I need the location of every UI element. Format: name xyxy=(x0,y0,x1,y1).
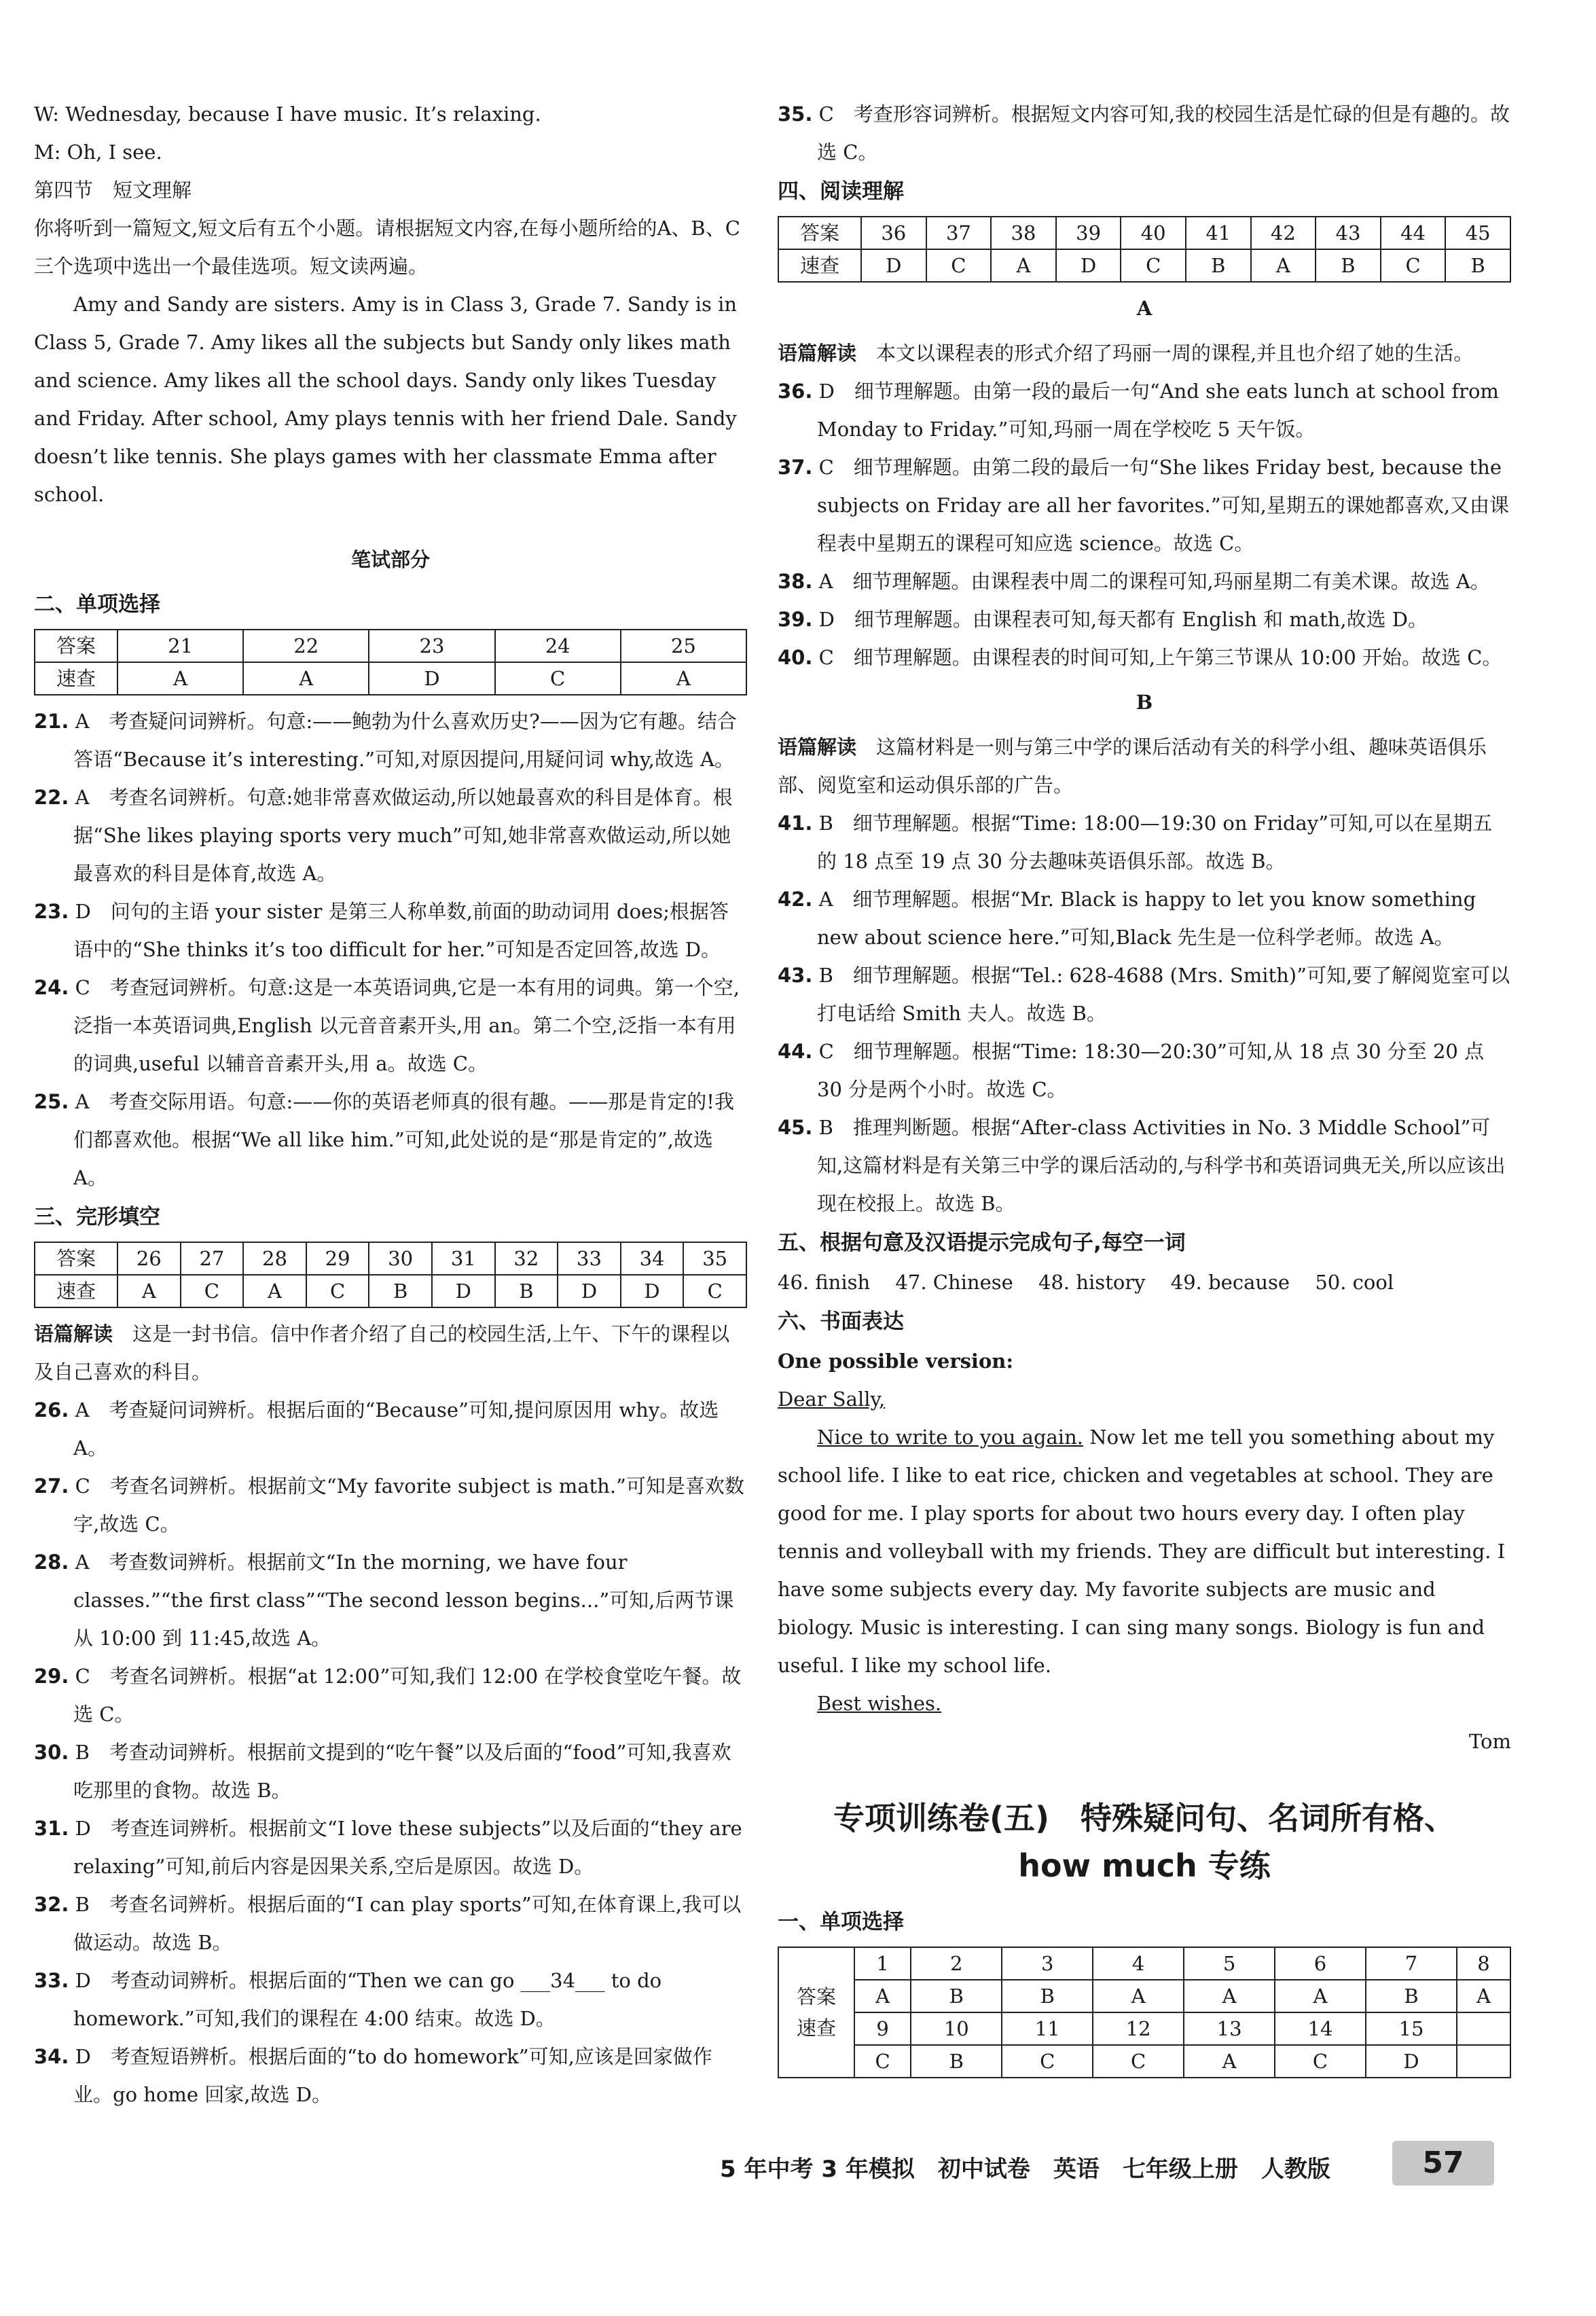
explanation-item: 36. D 细节理解题。由第一段的最后一句“And she eats lunch at school from Monday to Friday.”可知,玛丽一周在学校吃 5 天午饭。 xyxy=(778,380,1499,441)
q-num: 33 xyxy=(558,1242,621,1275)
q-answer: B xyxy=(911,1980,1002,2012)
q-answer: C xyxy=(1275,2045,1366,2078)
listening-passage: Amy and Sandy are sisters. Amy is in Class 3, Grade 7. Sandy is in Class 5, Grade 7. Amy likes all the subjects but Sandy only likes math and science. Amy likes all the school days. Sandy only likes Tuesday and Friday. After school, Amy plays tennis with her friend Dale. Sandy doesn’t like tennis. She plays games with her classmate Emma after school. xyxy=(34,293,738,506)
table-label: 答案 速查 xyxy=(778,1947,854,2078)
q-answer: A xyxy=(243,662,369,695)
q-answer: C xyxy=(495,662,621,695)
q-answer: A xyxy=(1275,1980,1366,2012)
q-num: 6 xyxy=(1275,1947,1366,1980)
essay-body: Nice to write to you again. Now let me tell you something about my school life. I like to eat rice, chicken and vegetables at school. They are good for me. I play sports for about two hours every day. I often play tennis and volleyball with my friends. They are difficult but interesting. I have some subjects every day. My favorite subjects are music and biology. Music is interesting. I can sing many songs. Biology is fun and useful. I like my school life. xyxy=(778,1426,1506,1677)
q-num: 27 xyxy=(181,1242,244,1275)
q-answer: D xyxy=(1056,249,1121,282)
table-label: 答案 xyxy=(778,217,861,249)
q-num: 45 xyxy=(1445,217,1510,249)
q-num: 5 xyxy=(1184,1947,1275,1980)
q-answer: D xyxy=(432,1275,495,1307)
explanation-item: 28. A 考查数词辨析。根据前文“In the morning, we have four classes.”“the first class”“The second lesson begins...”可知,后两节课从 10:00 到 11:45,故选 A。 xyxy=(34,1551,734,1650)
q-num: 1 xyxy=(854,1947,911,1980)
q-answer: C xyxy=(1381,249,1446,282)
table-label: 速查 xyxy=(35,662,117,695)
q-num: 42 xyxy=(1251,217,1316,249)
table-label: 答案 xyxy=(35,630,117,662)
q-answer: A xyxy=(1251,249,1316,282)
section-title: 六、书面表达 xyxy=(778,1309,904,1334)
q-num: 23 xyxy=(369,630,494,662)
explanation-item: 26. A 考查疑问词辨析。根据后面的“Because”可知,提问原因用 why。故选 A。 xyxy=(34,1398,719,1460)
q-answer: B xyxy=(1445,249,1510,282)
section-title: 三、完形填空 xyxy=(34,1205,160,1229)
q-answer: A xyxy=(854,1980,911,2012)
q-answer: A xyxy=(117,662,243,695)
q-num: 24 xyxy=(495,630,621,662)
q-num: 36 xyxy=(861,217,926,249)
q-answer: A xyxy=(1093,1980,1184,2012)
explanation-item: 22. A 考查名词辨析。句意:她非常喜欢做运动,所以她最喜欢的科目是体育。根据“She likes playing sports very much”可知,她非常喜欢做运动,所以她最喜欢的科目是体育,故选 A。 xyxy=(34,786,733,885)
q-num: 3 xyxy=(1002,1947,1093,1980)
explanation-item: 45. B 推理判断题。根据“After-class Activities in No. 3 Middle School”可知,这篇材料是有关第三中学的课后活动的,与科学书和英语词典无关,所以应该出现在校报上。故选 B。 xyxy=(778,1116,1506,1215)
q-num: 11 xyxy=(1002,2012,1093,2045)
q-answer: C xyxy=(181,1275,244,1307)
q-num: 40 xyxy=(1121,217,1186,249)
q-answer: A xyxy=(621,662,746,695)
table-label: 速查 xyxy=(35,1275,117,1307)
q-num: 2 xyxy=(911,1947,1002,1980)
blank-answer: 50. cool xyxy=(1315,1271,1394,1294)
answer-table-4 xyxy=(778,216,1511,283)
passage-label: A xyxy=(1136,297,1153,320)
q-answer: B xyxy=(495,1275,558,1307)
q-num: 29 xyxy=(306,1242,369,1275)
section-title: 二、单项选择 xyxy=(34,592,160,617)
q-answer: B xyxy=(1186,249,1251,282)
q-num: 31 xyxy=(432,1242,495,1275)
q-num: 12 xyxy=(1093,2012,1184,2045)
q-num: 8 xyxy=(1457,1947,1510,1980)
q-num: 44 xyxy=(1381,217,1446,249)
special-training-title xyxy=(778,1794,1511,1889)
explanation-item: 37. C 细节理解题。由第二段的最后一句“She likes Friday best, because the subjects on Friday are all her favorites.”可知,星期五的课她都喜欢,又由课程表中星期五的课程可知应选 science。故选 C。 xyxy=(778,456,1510,555)
explanation-item: 39. D 细节理解题。由课程表可知,每天都有 English 和 math,故选 D。 xyxy=(778,608,1428,631)
q-num: 39 xyxy=(1056,217,1121,249)
q-answer: B xyxy=(1316,249,1381,282)
written-part-title: 笔试部分 xyxy=(350,548,430,571)
page-number: 57 xyxy=(1392,2141,1494,2186)
q-num: 9 xyxy=(854,2012,911,2045)
explanation-item: 32. B 考查名词辨析。根据后面的“I can play sports”可知,在体育课上,我可以做运动。故选 B。 xyxy=(34,1893,742,1954)
essay xyxy=(778,1418,1511,1722)
explanation-item: 33. D 考查动词辨析。根据后面的“Then we can go ___34___ to do homework.”可知,我们的课程在 4:00 结束。故选 D。 xyxy=(34,1969,662,2030)
blank-answer: 47. Chinese xyxy=(895,1271,1013,1294)
explanation-item: 38. A 细节理解题。由课程表中周二的课程可知,玛丽星期二有美术课。故选 A。 xyxy=(778,570,1490,593)
answer-table-special xyxy=(778,1947,1511,2078)
table-label: 答案 xyxy=(35,1242,117,1275)
q-answer: C xyxy=(1093,2045,1184,2078)
explanation-item: 21. A 考查疑问词辨析。句意:——鲍勃为什么喜欢历史?——因为它有趣。结合答语“Because it’s interesting.”可知,对原因提问,用疑问词 why,故选 A。 xyxy=(34,710,737,771)
q-answer: D xyxy=(861,249,926,282)
q-num: 4 xyxy=(1093,1947,1184,1980)
explanation-item: 31. D 考查连词辨析。根据前文“I love these subjects”以及后面的“they are relaxing”可知,前后内容是因果关系,空后是原因。故选 D。 xyxy=(34,1817,742,1878)
q-answer: A xyxy=(1457,1980,1510,2012)
q-num xyxy=(1457,2012,1510,2045)
q-answer: C xyxy=(926,249,992,282)
page-footer xyxy=(720,2141,1508,2188)
q-answer: C xyxy=(1002,2045,1093,2078)
footer-text: 5 年中考 3 年模拟 初中试卷 英语 七年级上册 人教版 xyxy=(720,2156,1330,2183)
salutation: Dear Sally, xyxy=(778,1388,886,1411)
q-answer: A xyxy=(991,249,1056,282)
explanation-item: 27. C 考查名词辨析。根据前文“My favorite subject is math.”可知是喜欢数字,故选 C。 xyxy=(34,1474,744,1536)
title-line: how much 专练 xyxy=(1018,1847,1271,1884)
explanation-item: 25. A 考查交际用语。句意:——你的英语老师真的很有趣。——那是肯定的!我们都喜欢他。根据“We all like him.”可知,此处说的是“那是肯定的”,故选 A。 xyxy=(34,1090,734,1189)
q-answer: B xyxy=(369,1275,432,1307)
q-answer: A xyxy=(243,1275,306,1307)
dialog-line: W: Wednesday, because I have music. It’s relaxing. xyxy=(34,103,541,126)
version-label: One possible version: xyxy=(778,1350,1014,1373)
q-answer: A xyxy=(117,1275,181,1307)
title-line: 专项训练卷(五) 特殊疑问句、名词所有格、 xyxy=(833,1800,1456,1836)
q-num: 32 xyxy=(495,1242,558,1275)
q-num: 14 xyxy=(1275,2012,1366,2045)
explanation-item: 44. C 细节理解题。根据“Time: 18:30—20:30”可知,从 18 点 30 分至 20 点 30 分是两个小时。故选 C。 xyxy=(778,1040,1485,1101)
explanation-item: 42. A 细节理解题。根据“Mr. Black is happy to let you know something new about science here.”可知,Black 先生是一位科学老师。故选 A。 xyxy=(778,888,1476,949)
q-answer: D xyxy=(1366,2045,1457,2078)
explanation-item: 29. C 考查名词辨析。根据“at 12:00”可知,我们 12:00 在学校食堂吃午餐。故选 C。 xyxy=(34,1665,742,1726)
section-title: 一、单项选择 xyxy=(778,1910,904,1934)
table-label: 速查 xyxy=(778,249,861,282)
blank-answer: 46. finish xyxy=(778,1271,871,1294)
blank-answer: 48. history xyxy=(1038,1271,1146,1294)
q-num: 43 xyxy=(1316,217,1381,249)
q-answer: B xyxy=(1366,1980,1457,2012)
q-answer: A xyxy=(1184,2045,1275,2078)
explanation-item: 41. B 细节理解题。根据“Time: 18:00—19:30 on Friday”可知,可以在星期五的 18 点至 19 点 30 分去趣味英语俱乐部。故选 B。 xyxy=(778,812,1493,873)
passage-intro: 语篇解读 这是一封书信。信中作者介绍了自己的校园生活,上午、下午的课程以及自己喜欢的科目。 xyxy=(34,1322,730,1383)
explanation-item: 43. B 细节理解题。根据“Tel.: 628-4688 (Mrs. Smith)”可知,要了解阅览室可以打电话给 Smith 夫人。故选 B。 xyxy=(778,964,1510,1025)
answer-table-3 xyxy=(34,1242,747,1308)
q-num: 26 xyxy=(117,1242,181,1275)
q-answer: D xyxy=(558,1275,621,1307)
passage-intro: 语篇解读 本文以课程表的形式介绍了玛丽一周的课程,并且也介绍了她的生活。 xyxy=(778,342,1474,365)
passage-label: B xyxy=(1136,691,1153,714)
fill-blank-answers xyxy=(778,1263,1511,1301)
q-num: 30 xyxy=(369,1242,432,1275)
q-num: 41 xyxy=(1186,217,1251,249)
q-num: 10 xyxy=(911,2012,1002,2045)
explanation-item: 24. C 考查冠词辨析。句意:这是一本英语词典,它是一本有用的词典。第一个空,泛指一本英语词典,English 以元音音素开头,用 an。第二个空,泛指一本有用的词典,useful 以辅音音素开头,用 a。故选 C。 xyxy=(34,976,740,1075)
q-answer: C xyxy=(854,2045,911,2078)
q-num: 37 xyxy=(926,217,992,249)
q-answer xyxy=(1457,2045,1510,2078)
q-num: 25 xyxy=(621,630,746,662)
q-num: 38 xyxy=(991,217,1056,249)
explanation-item: 30. B 考查动词辨析。根据前文提到的“吃午餐”以及后面的“food”可知,我喜欢吃那里的食物。故选 B。 xyxy=(34,1741,731,1802)
q-num: 28 xyxy=(243,1242,306,1275)
q-answer: B xyxy=(1002,1980,1093,2012)
closing: Best wishes. xyxy=(817,1692,942,1715)
right-column xyxy=(778,95,1511,2085)
q-answer: C xyxy=(1121,249,1186,282)
left-column xyxy=(34,95,747,2114)
passage-intro: 语篇解读 这篇材料是一则与第三中学的课后活动有关的科学小组、趣味英语俱乐部、阅览室和运动俱乐部的广告。 xyxy=(778,736,1487,797)
blank-answer: 49. because xyxy=(1170,1271,1290,1294)
explanation-item: 23. D 问句的主语 your sister 是第三人称单数,前面的助动词用 does;根据答语中的“She thinks it’s too difficult for her.”可知是否定回答,故选 D。 xyxy=(34,900,729,961)
q-num: 22 xyxy=(243,630,369,662)
section-title: 五、根据句意及汉语提示完成句子,每空一词 xyxy=(778,1231,1186,1255)
section-heading: 第四节 短文理解 xyxy=(34,179,192,202)
explanation-item: 34. D 考查短语辨析。根据后面的“to do homework”可知,应该是回家做作业。go home 回家,故选 D。 xyxy=(34,2045,712,2106)
instructions: 你将听到一篇短文,短文后有五个小题。请根据短文内容,在每小题所给的A、B、C三个选项中选出一个最佳选项。短文读两遍。 xyxy=(34,217,740,278)
q-num: 35 xyxy=(683,1242,746,1275)
explanation-item: 35. C 考查形容词辨析。根据短文内容可知,我的校园生活是忙碌的但是有趣的。故选 C。 xyxy=(778,103,1510,164)
q-num: 15 xyxy=(1366,2012,1457,2045)
q-num: 7 xyxy=(1366,1947,1457,1980)
section-title: 四、阅读理解 xyxy=(778,179,904,204)
q-answer: B xyxy=(911,2045,1002,2078)
q-answer: D xyxy=(369,662,494,695)
signature: Tom xyxy=(1468,1730,1511,1753)
q-num: 34 xyxy=(621,1242,684,1275)
dialog-line: M: Oh, I see. xyxy=(34,141,162,164)
explanation-item: 40. C 细节理解题。由课程表的时间可知,上午第三节课从 10:00 开始。故选 C。 xyxy=(778,646,1502,669)
q-answer: D xyxy=(621,1275,684,1307)
q-answer: A xyxy=(1184,1980,1275,2012)
answer-table-2 xyxy=(34,629,747,695)
q-answer: C xyxy=(683,1275,746,1307)
q-num: 13 xyxy=(1184,2012,1275,2045)
q-num: 21 xyxy=(117,630,243,662)
q-answer: C xyxy=(306,1275,369,1307)
